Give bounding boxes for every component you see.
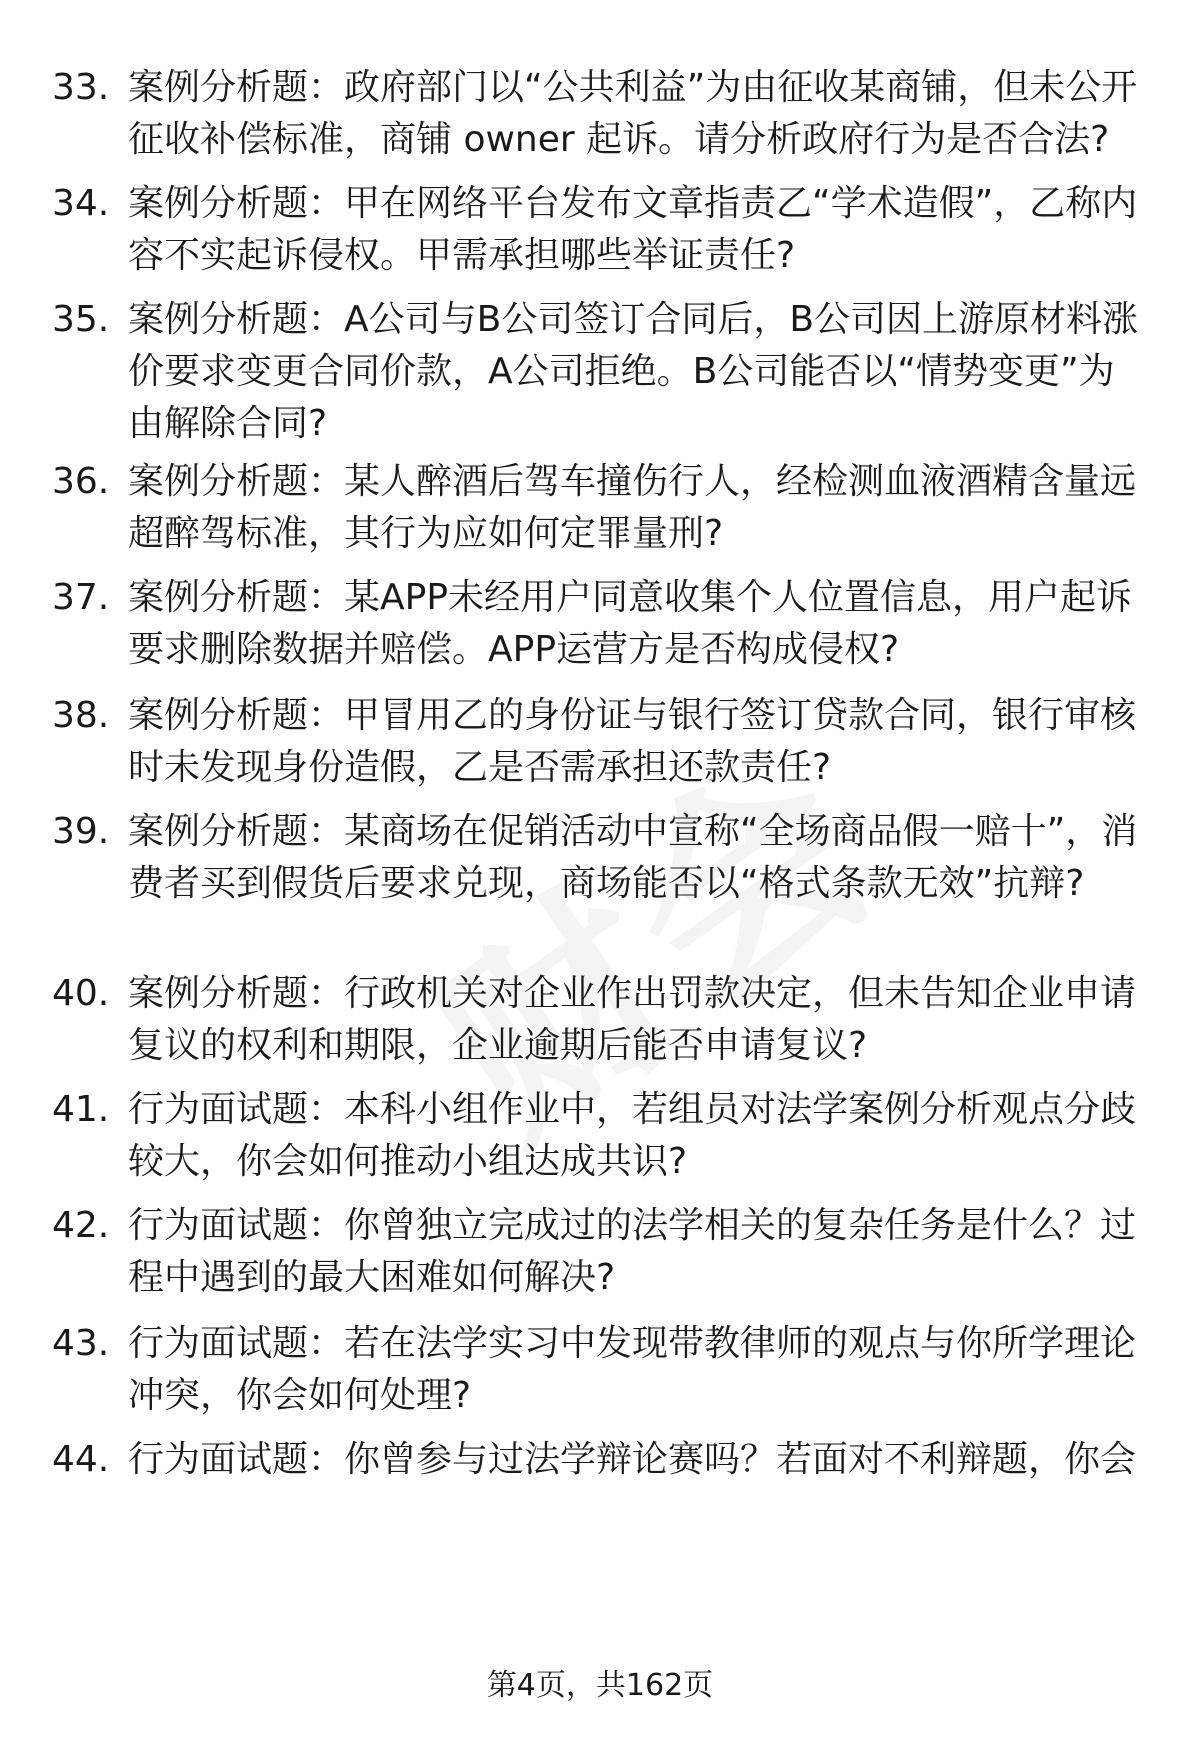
question-text: 案例分析题：行政机关对企业作出罚款决定，但未告知企业申请复议的权利和期限，企业逾期后能否申请复议? <box>128 973 1137 1066</box>
question-number: 33. <box>52 67 110 108</box>
question-text: 案例分析题：某人醉酒后驾车撞伤行人，经检测血液酒精含量远超醉驾标准，其行为应如何定罪量刑? <box>128 461 1137 554</box>
question-number: 41. <box>52 1089 110 1130</box>
question-number: 36. <box>52 461 110 502</box>
question-text: 行为面试题：本科小组作业中，若组员对法学案例分析观点分歧较大，你会如何推动小组达成共识? <box>128 1089 1137 1182</box>
question-number: 35. <box>52 299 110 340</box>
question-number: 37. <box>52 577 110 618</box>
question-text: 行为面试题：你曾独立完成过的法学相关的复杂任务是什么？过程中遇到的最大困难如何解决? <box>128 1205 1137 1298</box>
page-footer: 第4页，共162页 <box>486 1668 714 1703</box>
question-number: 38. <box>52 695 110 736</box>
question-text: 行为面试题：你曾参与过法学辩论赛吗？若面对不利辩题，你会 <box>128 1439 1137 1480</box>
question-number: 43. <box>52 1323 110 1364</box>
question-number: 40. <box>52 973 110 1014</box>
question-text: 案例分析题：某商场在促销活动中宣称“全场商品假一赔十”，消费者买到假货后要求兑现，商场能否以“格式条款无效”抗辩? <box>128 811 1138 904</box>
question-number: 44. <box>52 1439 110 1480</box>
question-number: 34. <box>52 183 110 224</box>
question-text: 案例分析题：政府部门以“公共利益”为由征收某商铺，但未公开征收补偿标准，商铺 owner 起诉。请分析政府行为是否合法? <box>128 67 1138 160</box>
question-text: 案例分析题：某APP未经用户同意收集个人位置信息，用户起诉要求删除数据并赔偿。APP运营方是否构成侵权? <box>128 577 1133 670</box>
question-number: 42. <box>52 1205 110 1246</box>
question-text: 案例分析题：A公司与B公司签订合同后，B公司因上游原材料涨价要求变更合同价款，A公司拒绝。B公司能否以“情势变更”为由解除合同? <box>128 299 1139 444</box>
question-text: 案例分析题：甲冒用乙的身份证与银行签订贷款合同，银行审核时未发现身份造假，乙是否需承担还款责任? <box>128 695 1137 788</box>
question-number: 39. <box>52 811 110 852</box>
question-text: 案例分析题：甲在网络平台发布文章指责乙“学术造假”，乙称内容不实起诉侵权。甲需承担哪些举证责任? <box>128 183 1138 276</box>
question-text: 行为面试题：若在法学实习中发现带教律师的观点与你所学理论冲突，你会如何处理? <box>128 1323 1137 1416</box>
